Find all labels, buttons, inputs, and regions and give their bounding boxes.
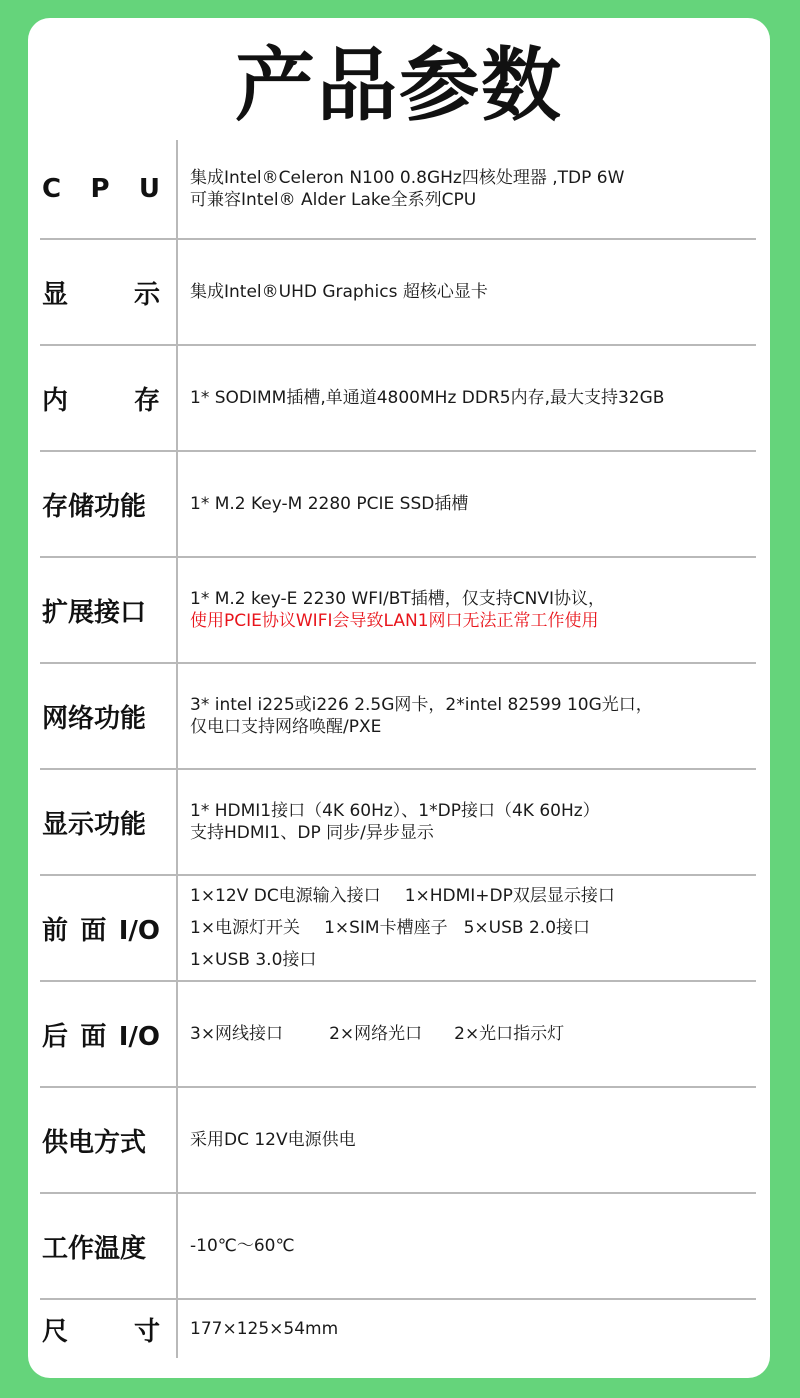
spec-row-temperature xyxy=(40,1194,756,1298)
spec-row-rear-io xyxy=(40,982,756,1086)
port-item: 2×网络光口 xyxy=(329,1024,423,1044)
spec-line: 采用DC 12V电源供电 xyxy=(190,1130,356,1150)
spec-row-expansion xyxy=(40,558,756,662)
spec-line: 1* M.2 key-E 2230 WFI/BT插槽，仅支持CNVI协议， xyxy=(190,589,606,609)
page-title: 产品参数 xyxy=(235,39,563,132)
spec-value xyxy=(190,558,752,662)
spec-line xyxy=(190,949,752,971)
spec-label: C P U xyxy=(42,174,160,204)
spec-value xyxy=(190,770,752,874)
port-item: 3×网线接口 xyxy=(190,1024,284,1044)
spec-line xyxy=(190,917,752,939)
spec-line: 可兼容Intel® Alder Lake全系列CPU xyxy=(190,190,477,210)
spec-line: 1* SODIMM插槽,单通道4800MHz DDR5内存,最大支持32GB xyxy=(190,388,665,408)
spec-line xyxy=(190,1023,752,1045)
spec-value xyxy=(190,1300,752,1358)
spec-label: 前面I/O xyxy=(42,915,160,946)
port-item: 1×SIM卡槽座子 xyxy=(324,918,448,938)
port-item: 1×HDMI+DP双层显示接口 xyxy=(404,886,615,906)
spec-value xyxy=(190,1088,752,1192)
spec-label: 尺寸 xyxy=(42,1316,160,1347)
spec-value xyxy=(190,1194,752,1298)
spec-row-storage xyxy=(40,452,756,556)
spec-row-display-function xyxy=(40,770,756,874)
spec-row-network xyxy=(40,664,756,768)
spec-value xyxy=(190,346,752,450)
spec-value xyxy=(190,452,752,556)
spec-label: 工作温度 xyxy=(42,1233,147,1264)
spec-line: 177×125×54mm xyxy=(190,1319,339,1339)
warning-text: 使用PCIE协议WIFI会导致LAN1网口无法正常工作使用 xyxy=(190,611,599,631)
spec-label: 网络功能 xyxy=(42,703,147,734)
spec-row-power xyxy=(40,1088,756,1192)
spec-row-display xyxy=(40,240,756,344)
spec-line: 仅电口支持网络唤醒/PXE xyxy=(190,717,382,737)
spec-label: 供电方式 xyxy=(42,1127,147,1158)
spec-label: 后面I/O xyxy=(42,1021,160,1052)
port-item: 5×USB 2.0接口 xyxy=(463,918,591,938)
port-item: 1×USB 3.0接口 xyxy=(190,950,317,970)
spec-value xyxy=(190,982,752,1086)
spec-line: 3* intel i225或i226 2.5G网卡，2*intel 82599 10G光口， xyxy=(190,695,653,715)
spec-row-memory xyxy=(40,346,756,450)
spec-line: 1* M.2 Key-M 2280 PCIE SSD插槽 xyxy=(190,494,469,514)
port-item: 1×12V DC电源输入接口 xyxy=(190,886,381,906)
spec-line: 集成Intel®Celeron N100 0.8GHz四核处理器 ,TDP 6W xyxy=(190,168,625,188)
spec-label: 显示 xyxy=(42,279,160,310)
spec-card xyxy=(28,18,770,1378)
spec-line: -10℃～60℃ xyxy=(190,1236,295,1256)
spec-value xyxy=(190,140,752,238)
spec-label: 存储功能 xyxy=(42,491,147,522)
spec-label: 内存 xyxy=(42,385,160,416)
spec-line: 集成Intel®UHD Graphics 超核心显卡 xyxy=(190,282,488,302)
spec-line: 支持HDMI1、DP 同步/异步显示 xyxy=(190,823,434,843)
spec-row-cpu xyxy=(40,140,756,238)
spec-line xyxy=(190,885,752,907)
spec-row-front-io xyxy=(40,876,756,980)
spec-table xyxy=(40,140,756,1358)
spec-value xyxy=(190,240,752,344)
port-item: 2×光口指示灯 xyxy=(454,1024,565,1044)
spec-value xyxy=(190,876,752,980)
port-item: 1×电源灯开关 xyxy=(190,918,301,938)
spec-row-size xyxy=(40,1300,756,1358)
spec-value xyxy=(190,664,752,768)
spec-label: 显示功能 xyxy=(42,809,147,840)
spec-label: 扩展接口 xyxy=(42,597,147,628)
spec-line: 1* HDMI1接口（4K 60Hz）、1*DP接口（4K 60Hz） xyxy=(190,801,600,821)
